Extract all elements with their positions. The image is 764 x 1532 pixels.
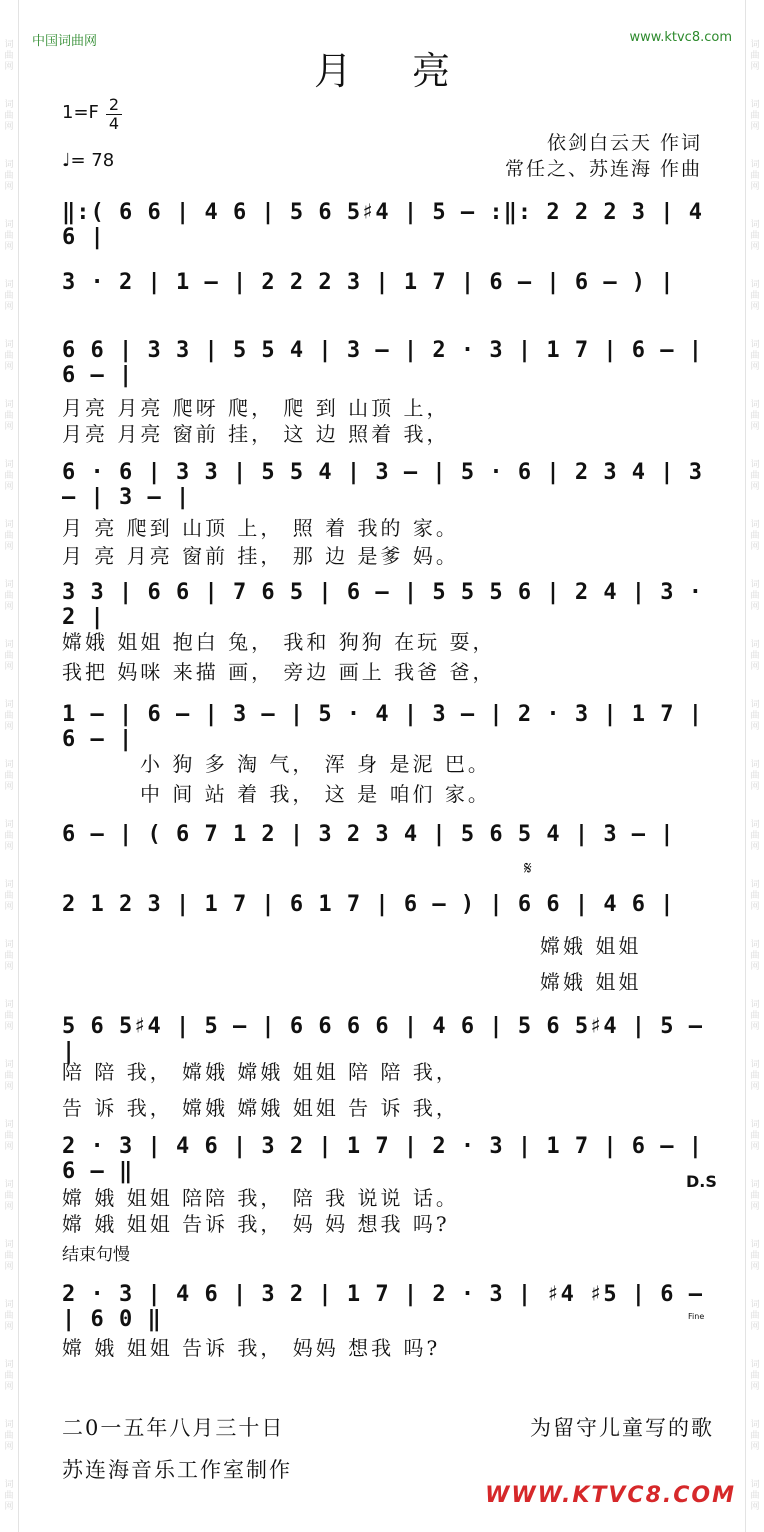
sidebar-watermark-glyph: 词曲网 <box>750 940 760 972</box>
lyric-3-verse-2: 月亮 月亮 窗前 挂， 这 边 照着 我， <box>62 422 450 446</box>
sidebar-watermark-glyph: 词曲网 <box>750 280 760 312</box>
sidebar-watermark-glyph: 词曲网 <box>750 580 760 612</box>
score-line-9: 5 6 5♯4 | 5 — | 6 6 6 6 | 4 6 | 5 6 5♯4 | 5 — | <box>62 1014 704 1064</box>
sidebar-watermark-glyph: 词曲网 <box>750 520 760 552</box>
sidebar-watermark-glyph: 词曲网 <box>750 160 760 192</box>
lyric-9-verse-2: 告 诉 我， 嫦娥 嫦娥 姐姐 告 诉 我， <box>62 1096 459 1120</box>
studio-credit: 苏连海音乐工作室制作 <box>62 1458 292 1482</box>
sidebar-watermark-glyph: 词曲网 <box>4 1000 14 1032</box>
score-line-7: 6 — | ( 6 7 1 2 | 3 2 3 4 | 5 6 5 4 | 3 — | <box>62 822 675 847</box>
date-line: 二0一五年八月三十日 <box>62 1416 285 1440</box>
sidebar-watermark-glyph: 词曲网 <box>4 160 14 192</box>
sidebar-watermark-glyph: 词曲网 <box>4 940 14 972</box>
sidebar-watermark-glyph: 词曲网 <box>4 460 14 492</box>
sidebar-watermark-glyph: 词曲网 <box>750 880 760 912</box>
sidebar-watermark-glyph: 词曲网 <box>750 1180 760 1212</box>
lyric-8-verse-1: 嫦娥 姐姐 <box>540 934 642 958</box>
score-line-6: 1 — | 6 — | 3 — | 5 · 4 | 3 — | 2 · 3 | 1 7 | 6 — | <box>62 702 704 752</box>
sidebar-watermark-glyph: 词曲网 <box>4 580 14 612</box>
lyricist-credit: 依剑白云天 作词 <box>546 132 702 154</box>
sidebar-watermark-glyph: 词曲网 <box>750 1480 760 1512</box>
score-line-11: 2 · 3 | 4 6 | 3 2 | 1 7 | 2 · 3 | ♯4 ♯5 | 6 — | 6 0 ‖ <box>62 1282 704 1332</box>
sidebar-watermark-glyph: 词曲网 <box>750 460 760 492</box>
left-watermark-strip <box>0 0 19 1532</box>
site-name-left[interactable]: 中国词曲网 <box>32 34 98 49</box>
ending-slow-note: 结束句慢 <box>62 1245 130 1265</box>
score-line-1: ‖:( 6 6 | 4 6 | 5 6 5♯4 | 5 — :‖: 2 2 2 3 | 4 6 | <box>62 200 704 250</box>
sidebar-watermark-glyph: 词曲网 <box>750 820 760 852</box>
lyric-10-verse-2: 嫦 娥 姐姐 告诉 我， 妈 妈 想我 吗? <box>62 1212 450 1236</box>
lyric-11: 嫦 娥 姐姐 告诉 我， 妈妈 想我 吗? <box>62 1336 441 1360</box>
sidebar-watermark-glyph: 词曲网 <box>4 1480 14 1512</box>
score-line-2: 3 · 2 | 1 — | 2 2 2 3 | 1 7 | 6 — | 6 — ) | <box>62 270 675 295</box>
score-line-5: 3 3 | 6 6 | 7 6 5 | 6 — | 5 5 5 6 | 2 4 | 3 · 2 | <box>62 580 704 630</box>
sidebar-watermark-glyph: 词曲网 <box>4 220 14 252</box>
lyric-6-verse-2: 中 间 站 着 我， 这 是 咱们 家。 <box>140 782 491 806</box>
segno-sign: 𝄋 <box>524 858 532 879</box>
sidebar-watermark-glyph: 词曲网 <box>750 400 760 432</box>
sidebar-watermark-glyph: 词曲网 <box>750 40 760 72</box>
lyric-3-verse-1: 月亮 月亮 爬呀 爬， 爬 到 山顶 上， <box>62 396 450 420</box>
sidebar-watermark-glyph: 词曲网 <box>4 1300 14 1332</box>
site-url-right[interactable]: www.ktvc8.com <box>629 30 732 45</box>
score-line-8: 2 1 2 3 | 1 7 | 6 1 7 | 6 — ) | 6 6 | 4 6 | <box>62 892 675 917</box>
lyric-8-verse-2: 嫦娥 姐姐 <box>540 970 642 994</box>
sidebar-watermark-glyph: 词曲网 <box>750 1240 760 1272</box>
sidebar-watermark-glyph: 词曲网 <box>750 1120 760 1152</box>
lyric-5-verse-2: 我把 妈咪 来描 画， 旁边 画上 我爸 爸， <box>62 660 496 684</box>
sidebar-watermark-glyph: 词曲网 <box>750 1000 760 1032</box>
sidebar-watermark-glyph: 词曲网 <box>750 1060 760 1092</box>
sidebar-watermark-glyph: 词曲网 <box>4 1420 14 1452</box>
sidebar-watermark-glyph: 词曲网 <box>750 100 760 132</box>
sidebar-watermark-glyph: 词曲网 <box>750 1420 760 1452</box>
time-bottom: 4 <box>108 114 120 133</box>
time-top: 2 <box>108 95 120 114</box>
right-watermark-strip <box>745 0 764 1532</box>
sidebar-watermark-glyph: 词曲网 <box>4 40 14 72</box>
lyric-6-verse-1: 小 狗 多 淘 气， 浑 身 是泥 巴。 <box>140 752 491 776</box>
dedication-line: 为留守儿童写的歌 <box>530 1416 714 1440</box>
sidebar-watermark-glyph: 词曲网 <box>750 1360 760 1392</box>
sidebar-watermark-glyph: 词曲网 <box>4 640 14 672</box>
sidebar-watermark-glyph: 词曲网 <box>750 340 760 372</box>
sidebar-watermark-glyph: 词曲网 <box>4 400 14 432</box>
sidebar-watermark-glyph: 词曲网 <box>4 1360 14 1392</box>
sidebar-watermark-glyph: 词曲网 <box>4 1240 14 1272</box>
site-logo[interactable]: WWW.KTVC8.COM <box>485 1483 736 1508</box>
sidebar-watermark-glyph: 词曲网 <box>4 520 14 552</box>
score-line-3: 6 6 | 3 3 | 5 5 4 | 3 — | 2 · 3 | 1 7 | 6 — | 6 — | <box>62 338 704 388</box>
lyric-10-verse-1: 嫦 娥 姐姐 陪陪 我， 陪 我 说说 话。 <box>62 1186 459 1210</box>
tempo-marking: ♩= 78 <box>62 150 115 171</box>
sidebar-watermark-glyph: 词曲网 <box>4 340 14 372</box>
lyric-5-verse-1: 嫦娥 姐姐 抱白 兔， 我和 狗狗 在玩 耍， <box>62 630 496 654</box>
sidebar-watermark-glyph: 词曲网 <box>750 220 760 252</box>
sidebar-watermark-glyph: 词曲网 <box>750 700 760 732</box>
lyric-4-verse-1: 月 亮 爬到 山顶 上， 照 着 我的 家。 <box>62 516 459 540</box>
sidebar-watermark-glyph: 词曲网 <box>750 1300 760 1332</box>
lyric-9-verse-1: 陪 陪 我， 嫦娥 嫦娥 姐姐 陪 陪 我， <box>62 1060 459 1084</box>
sidebar-watermark-glyph: 词曲网 <box>4 280 14 312</box>
sidebar-watermark-glyph: 词曲网 <box>4 1060 14 1092</box>
da-segno-mark: D.S <box>686 1172 717 1191</box>
score-line-10: 2 · 3 | 4 6 | 3 2 | 1 7 | 2 · 3 | 1 7 | 6 — | 6 — ‖ <box>62 1134 704 1184</box>
sidebar-watermark-glyph: 词曲网 <box>4 1120 14 1152</box>
key-signature: 1=F <box>62 102 99 123</box>
lyric-4-verse-2: 月 亮 月亮 窗前 挂， 那 边 是爹 妈。 <box>62 544 459 568</box>
sidebar-watermark-glyph: 词曲网 <box>750 640 760 672</box>
time-signature <box>104 96 124 133</box>
composer-credit: 常任之、苏连海 作曲 <box>504 158 702 180</box>
sidebar-watermark-glyph: 词曲网 <box>750 760 760 792</box>
sidebar-watermark-glyph: 词曲网 <box>4 700 14 732</box>
sidebar-watermark-glyph: 词曲网 <box>4 760 14 792</box>
sidebar-watermark-glyph: 词曲网 <box>4 100 14 132</box>
fine-mark: Fine <box>688 1312 705 1321</box>
score-line-4: 6 · 6 | 3 3 | 5 5 4 | 3 — | 5 · 6 | 2 3 4 | 3 — | 3 — | <box>62 460 704 510</box>
song-title: 月亮 <box>313 49 510 93</box>
sidebar-watermark-glyph: 词曲网 <box>4 880 14 912</box>
sidebar-watermark-glyph: 词曲网 <box>4 820 14 852</box>
sidebar-watermark-glyph: 词曲网 <box>4 1180 14 1212</box>
